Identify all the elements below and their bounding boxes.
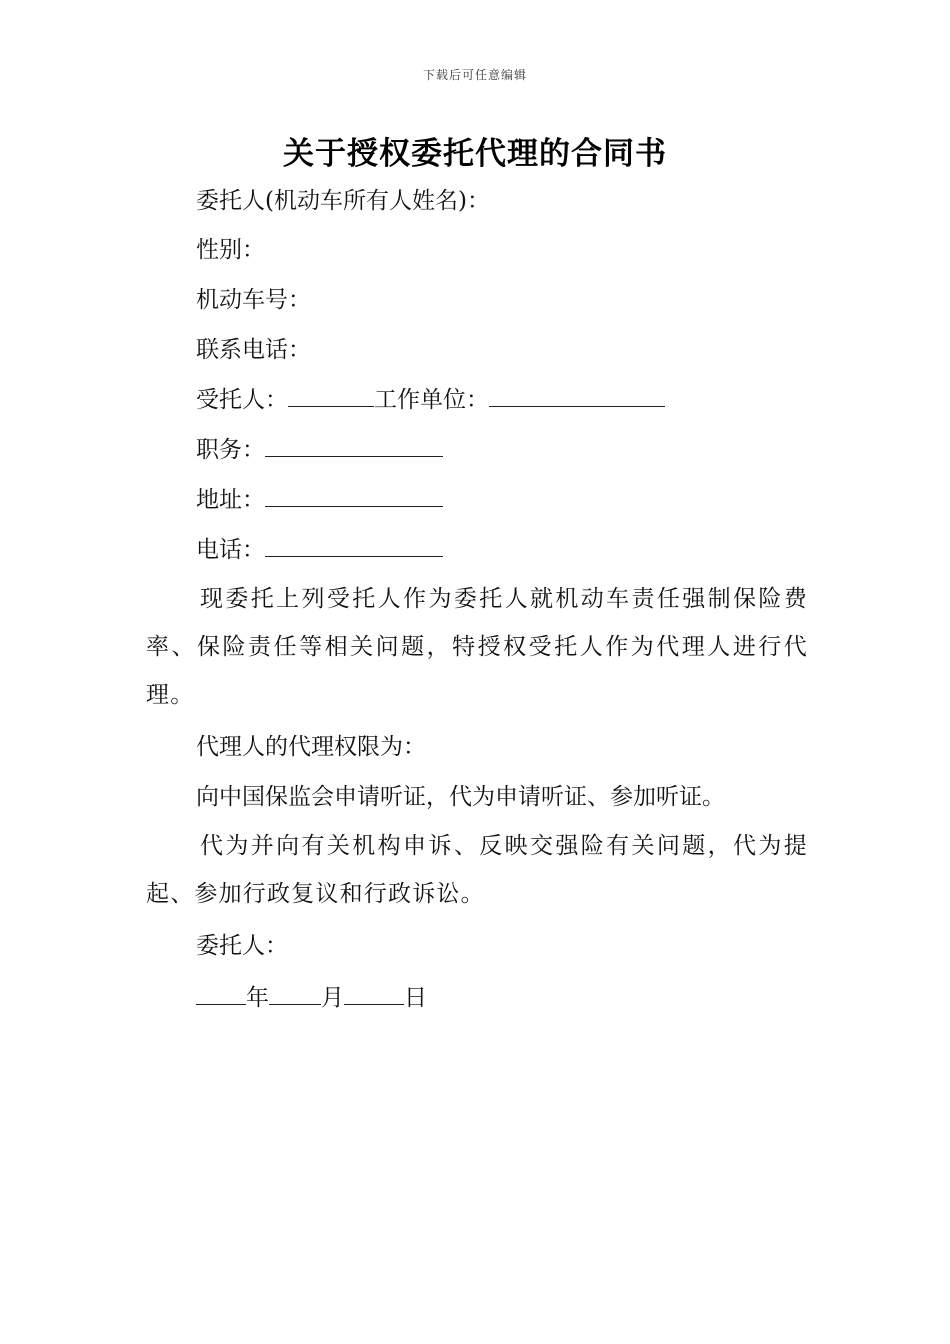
year-blank[interactable]: [196, 982, 246, 1005]
scope-item-2: 代为并向有关机构申诉、反映交强险有关问题，代为提起、参加行政复议和行政诉讼。: [146, 833, 808, 907]
work-unit-blank[interactable]: [489, 384, 665, 407]
body-paragraph-1: 现委托上列受托人作为委托人就机动车责任强制保险费率、保险责任等相关问题，特授权受托人作为代理人进行代理。: [146, 586, 808, 708]
scope-heading-text: 代理人的代理权限为：: [196, 734, 426, 760]
address-label: 地址：: [196, 487, 265, 513]
phone-line: [196, 534, 443, 565]
scope-heading: [196, 732, 426, 762]
vehicle-no-label: 机动车号：: [196, 287, 311, 313]
year-label: 年: [246, 985, 269, 1011]
principal-label: 委托人(机动车所有人姓名)：: [196, 188, 490, 214]
address-line: [196, 484, 443, 515]
date-line: [196, 982, 427, 1013]
position-blank[interactable]: [265, 434, 443, 457]
agent-label: 受托人：: [196, 387, 288, 413]
gender-label: 性别：: [196, 237, 265, 263]
signature-principal-line: [196, 931, 288, 961]
gender-line: [196, 235, 265, 265]
month-blank[interactable]: [269, 982, 321, 1005]
agent-line: [196, 384, 665, 415]
signature-principal-label: 委托人：: [196, 933, 288, 959]
scope-item-1-text: 向中国保监会申请听证，代为申请听证、参加听证。: [196, 784, 725, 810]
address-blank[interactable]: [265, 484, 443, 507]
day-blank[interactable]: [344, 982, 404, 1005]
position-label: 职务：: [196, 437, 265, 463]
document-title: 关于授权委托代理的合同书: [283, 136, 667, 172]
phone-blank[interactable]: [265, 534, 443, 557]
phone-label: 电话：: [196, 537, 265, 563]
agent-name-blank[interactable]: [288, 384, 374, 407]
month-label: 月: [321, 985, 344, 1011]
scope-item-1: [196, 782, 725, 812]
vehicle-no-line: [196, 285, 311, 315]
principal-line: [196, 186, 490, 216]
contact-phone-line: [196, 335, 311, 365]
work-unit-label: 工作单位：: [374, 387, 489, 413]
contact-phone-label: 联系电话：: [196, 337, 311, 363]
day-label: 日: [404, 985, 427, 1011]
header-note: 下载后可任意编辑: [422, 68, 527, 82]
position-line: [196, 434, 443, 465]
